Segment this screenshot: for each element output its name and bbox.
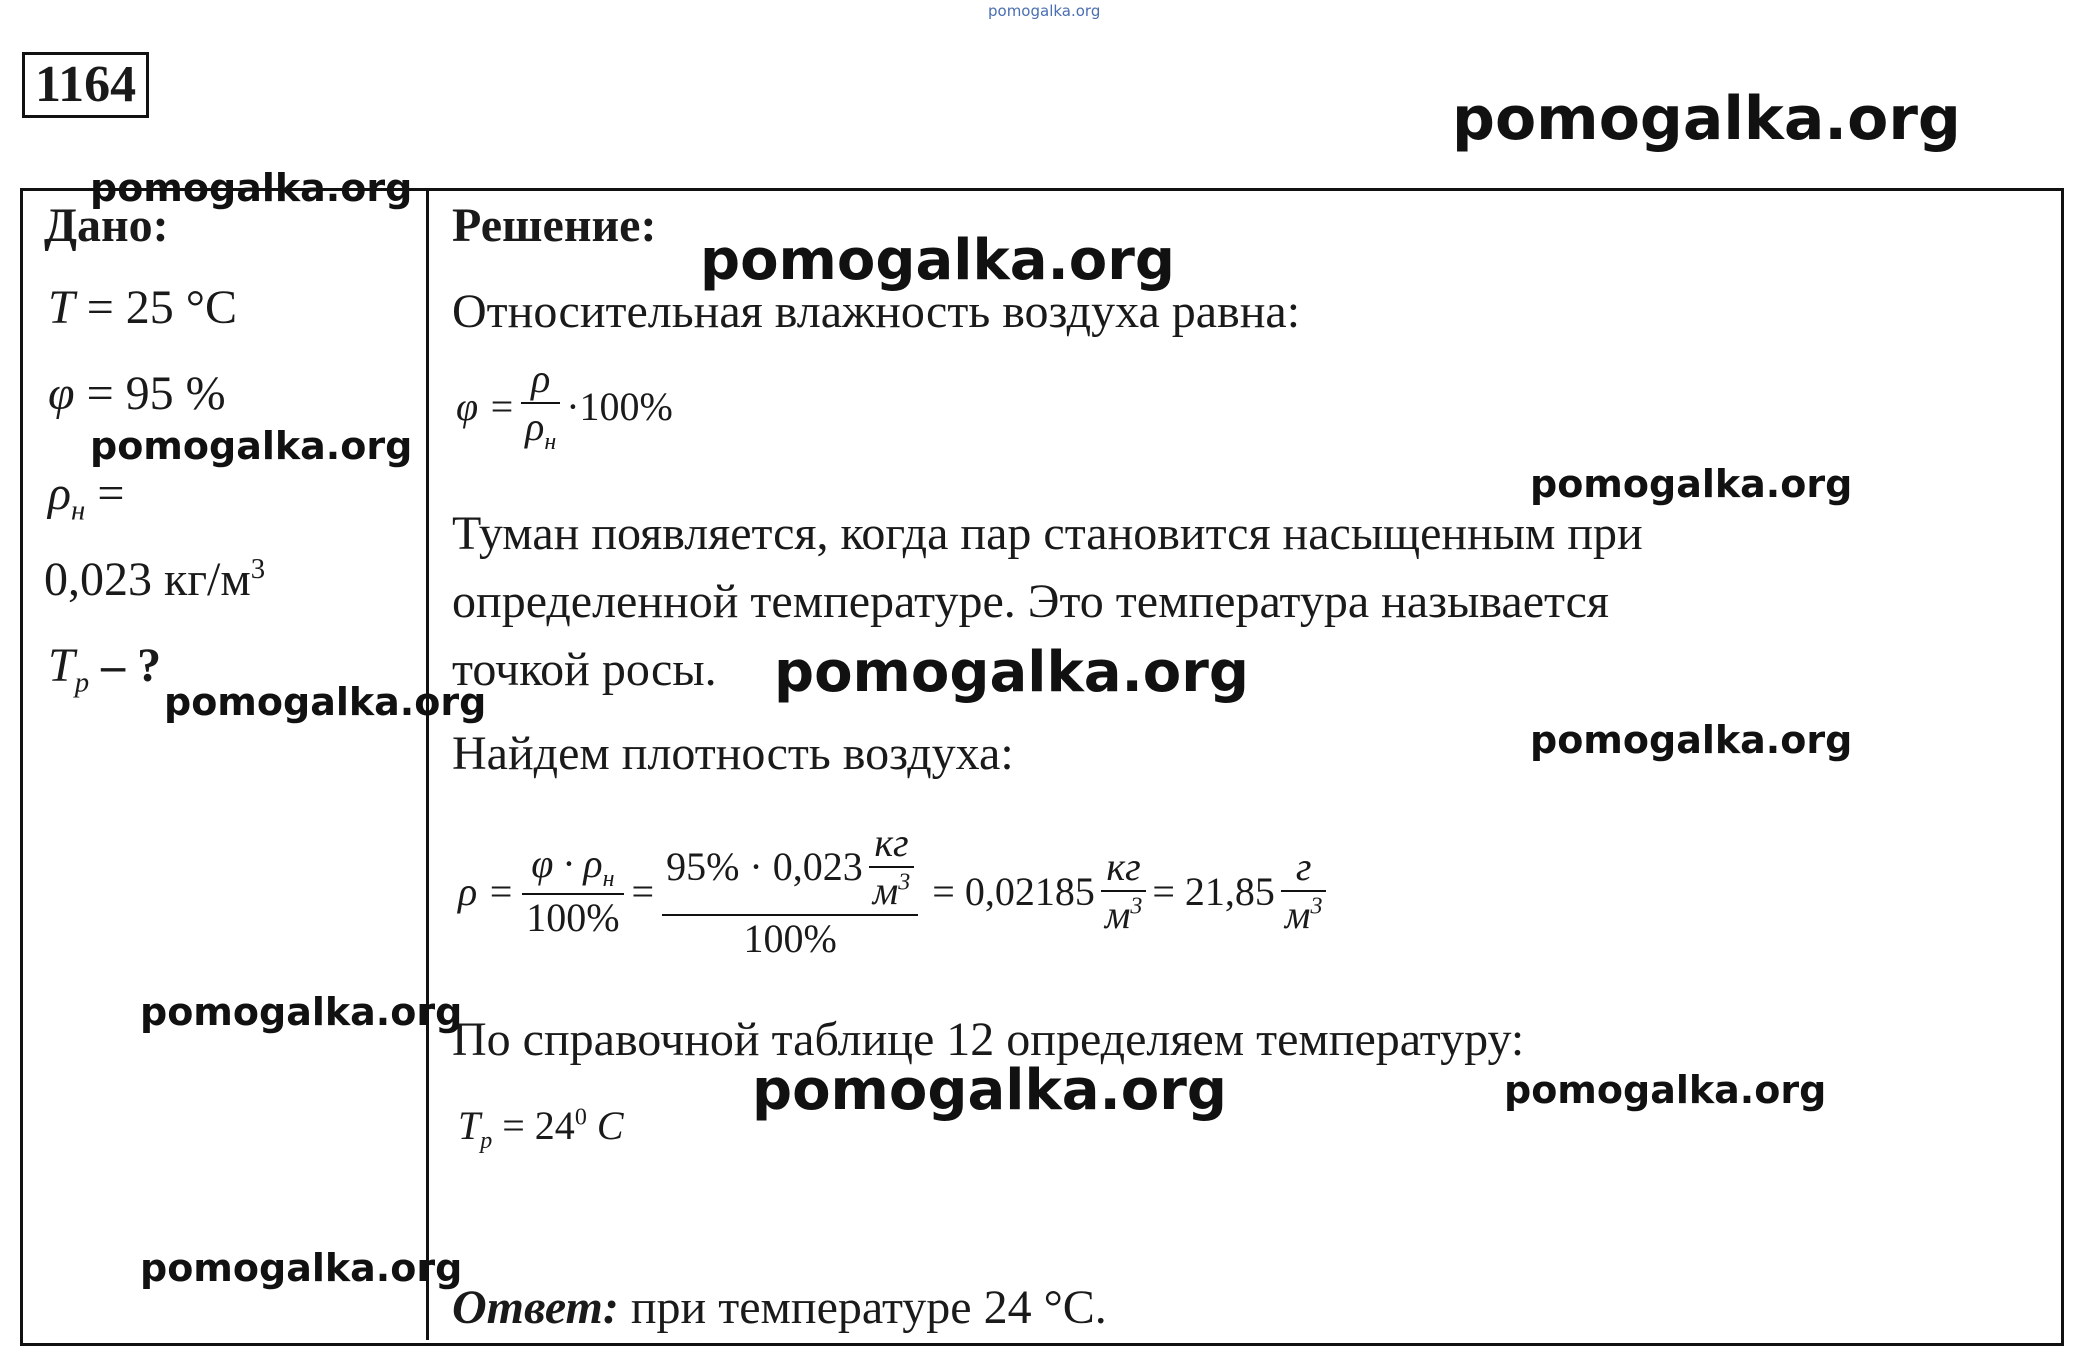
given-find (48, 638, 161, 700)
f2-lhs: ρ = (458, 868, 515, 914)
Tp-symbol: T (48, 639, 75, 692)
watermark: pomogalka.org (1530, 462, 1853, 506)
formula-humidity (456, 356, 673, 457)
f1-fraction (521, 356, 560, 457)
answer (452, 1280, 1107, 1335)
f2-result-2: = 21,85 (1152, 868, 1275, 914)
phi-value: = 95 % (86, 367, 226, 420)
solution-table (20, 188, 2064, 1346)
solution-line-3: определенной температуре. Это температура называется (452, 575, 1609, 628)
given-saturated-density (48, 466, 124, 528)
rho-symbol: ρ (48, 467, 72, 520)
f2-numerator-2: 95% · 0,023 $\frac{кг}{м^3}$ (662, 820, 918, 914)
solution-header: Решение: (452, 199, 657, 252)
find-question: – ? (101, 639, 162, 692)
given-temperature (48, 280, 237, 335)
answer-label: Ответ: (452, 1281, 619, 1334)
watermark: pomogalka.org (164, 680, 487, 724)
watermark: pomogalka.org (1530, 718, 1853, 762)
task-number: 1164 (22, 52, 149, 118)
table-divider (426, 190, 429, 1340)
formula-density (458, 820, 1326, 962)
f2-fraction-1 (522, 841, 623, 942)
watermark: pomogalka.org (774, 640, 1249, 705)
watermark: pomogalka.org (1504, 1068, 1827, 1112)
watermark: pomogalka.org (752, 1058, 1227, 1123)
given-humidity (48, 366, 226, 421)
formula-dew-point: $T_р = 24^0$ C (458, 1103, 624, 1154)
f2-result-1-unit: $\frac{кг}{м^3}$ (1101, 844, 1147, 938)
watermark: pomogalka.org (90, 166, 413, 210)
f1-denominator: $\rho_н$ (525, 404, 557, 455)
solution-line-5: Найдем плотность воздуха: (452, 727, 1014, 780)
f2-result-2-unit: $\frac{г}{м^3}$ (1281, 844, 1327, 938)
answer-text: при температуре 24 °С. (618, 1281, 1107, 1334)
given-density-value (44, 552, 265, 607)
given-header: Дано: (44, 199, 169, 252)
top-watermark: pomogalka.org (988, 2, 1101, 20)
watermark: pomogalka.org (90, 424, 413, 468)
solution-line-4: точкой росы. (452, 643, 717, 696)
phi-symbol: φ (48, 367, 75, 420)
f2-eq: = (631, 868, 655, 914)
T-value: = 25 °С (86, 281, 237, 334)
f2-numerator: $\varphi \cdot \rho_н$ (531, 840, 615, 892)
solution-line-1: Относительная влажность воздуха равна: (452, 285, 1301, 338)
f1-numerator: ρ (531, 356, 551, 401)
solution-line-2: Туман появляется, когда пар становится насыщенным при (452, 507, 1643, 560)
f2-fraction-2 (662, 820, 918, 962)
solution-line-6: По справочной таблице 12 определяем температуру: (452, 1013, 1525, 1066)
watermark: pomogalka.org (140, 990, 463, 1034)
watermark-large: pomogalka.org (1452, 84, 1961, 154)
watermark: pomogalka.org (700, 228, 1175, 293)
f1-lhs: φ = (456, 383, 516, 429)
f1-rhs: ·100% (566, 383, 673, 429)
T-symbol: T (48, 281, 75, 334)
Tp-subscript: р (74, 666, 90, 699)
rho-equals: = (97, 467, 125, 520)
rho-exponent: 3 (250, 553, 266, 585)
f2-denominator: 100% (526, 895, 620, 941)
f2-denominator-2: 100% (743, 916, 837, 961)
f2-result-1: = 0,02185 (932, 868, 1095, 914)
watermark: pomogalka.org (140, 1246, 463, 1290)
f2-unit: $\frac{кг}{м^3}$ (869, 820, 915, 914)
rho-value: 0,023 кг/м (44, 553, 251, 606)
rho-subscript: н (71, 494, 86, 527)
